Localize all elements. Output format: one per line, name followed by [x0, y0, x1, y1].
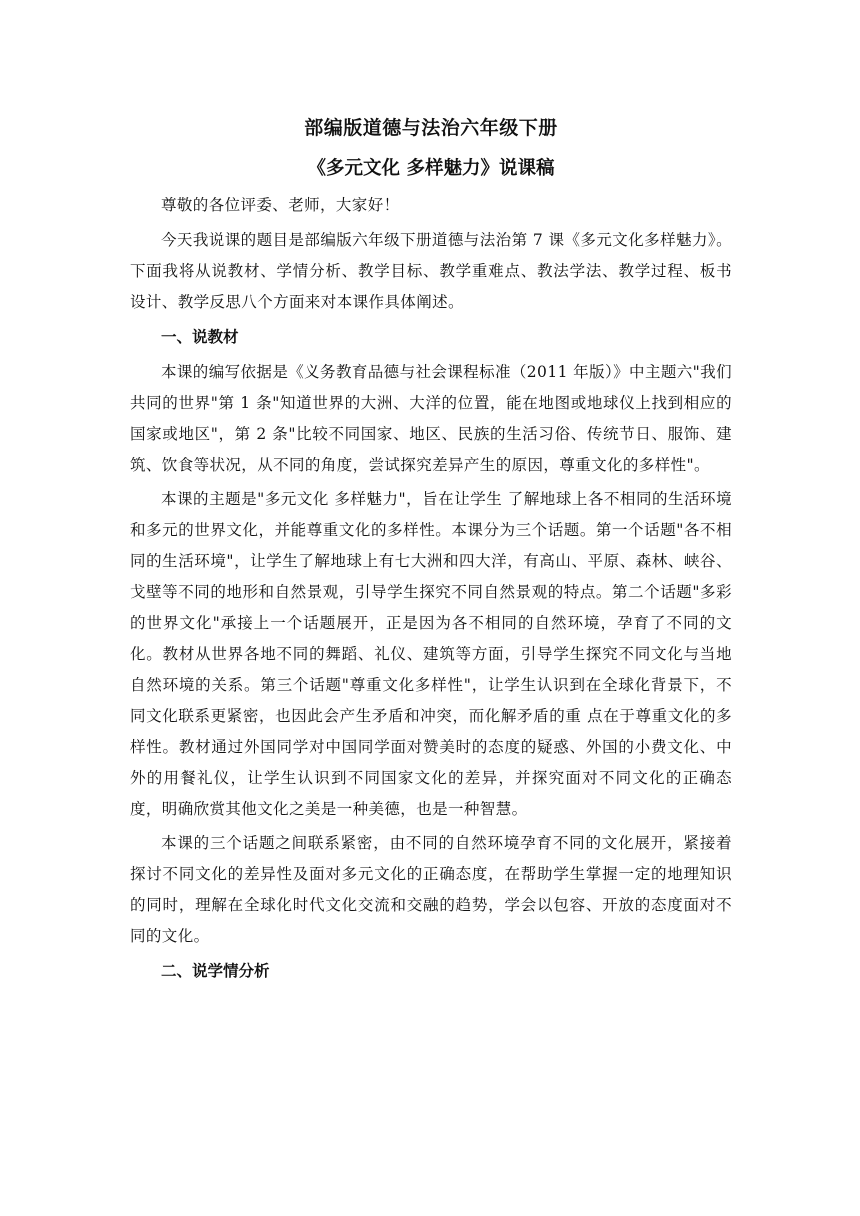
- textbook-paragraph-3: 本课的三个话题之间联系紧密，由不同的自然环境孕育不同的文化展开，紧接着探讨不同文化的差异性及面对多元文化的正确态度，在帮助学生掌握一定的地理知识的同时，理解在全球化时代文化交流和交融的趋势，学会以包容、开放的态度面对不同的文化。: [130, 834, 732, 945]
- document-subtitle: 《多元文化 多样魅力》说课稿: [307, 158, 555, 179]
- section-heading-textbook: 一、说教材: [161, 328, 239, 346]
- textbook-paragraph-2: 本课的主题是"多元文化 多样魅力"，旨在让学生 了解地球上各不相同的生活环境和多元的世界文化，并能尊重文化的多样性。本课分为三个话题。第一个话题"各不相同的生活环境"，让学生了解地球上有七大洲和四大洋，有高山、平原、森林、峡谷、戈壁等不同的地形和自然景观，引导学生探究不同自然景观的特点。第二个话题"多彩的世界文化"承接上一个话题展开，正是因为各不相同的自然环境，孕育了不同的文化。教材从世界各地不同的舞蹈、礼仪、建筑等方面，引导学生探究不同文化与当地自然环境的关系。第三个话题"尊重文化多样性"，让学生认识到在全球化背景下，不同文化联系更紧密，也因此会产生矛盾和冲突，而化解矛盾的重 点在于尊重文化的多样性。教材通过外国同学对中国同学面对赞美时的态度的疑惑、外国的小费文化、中外的用餐礼仪，让学生认识到不同国家文化的差异，并探究面对不同文化的正确态度，明确欣赏其他文化之美是一种美德，也是一种智慧。: [130, 490, 732, 818]
- intro-paragraph: 今天我说课的题目是部编版六年级下册道德与法治第 7 课《多元文化多样魅力》。下面我将从说教材、学情分析、教学目标、教学重难点、教法学法、教学过程、板书设计、教学反思八个方面来对本课作具体阐述。: [130, 231, 732, 311]
- section-heading-learner-analysis: 二、说学情分析: [161, 962, 270, 980]
- textbook-paragraph-1: 本课的编写依据是《义务教育品德与社会课程标准（2011 年版）》中主题六"我们共同的世界"第 1 条"知道世界的大洲、大洋的位置，能在地图或地球仪上找到相应的国家或地区"，第 2 条"比较不同国家、地区、民族的生活习俗、传统节日、服饰、建筑、饮食等状况，从不同的角度，尝试探究差异产生的原因，尊重文化的多样性"。: [130, 363, 732, 474]
- document-body: [130, 108, 732, 991]
- greeting-paragraph: 尊敬的各位评委、老师，大家好！: [161, 196, 400, 214]
- document-title: 部编版道德与法治六年级下册: [304, 117, 558, 139]
